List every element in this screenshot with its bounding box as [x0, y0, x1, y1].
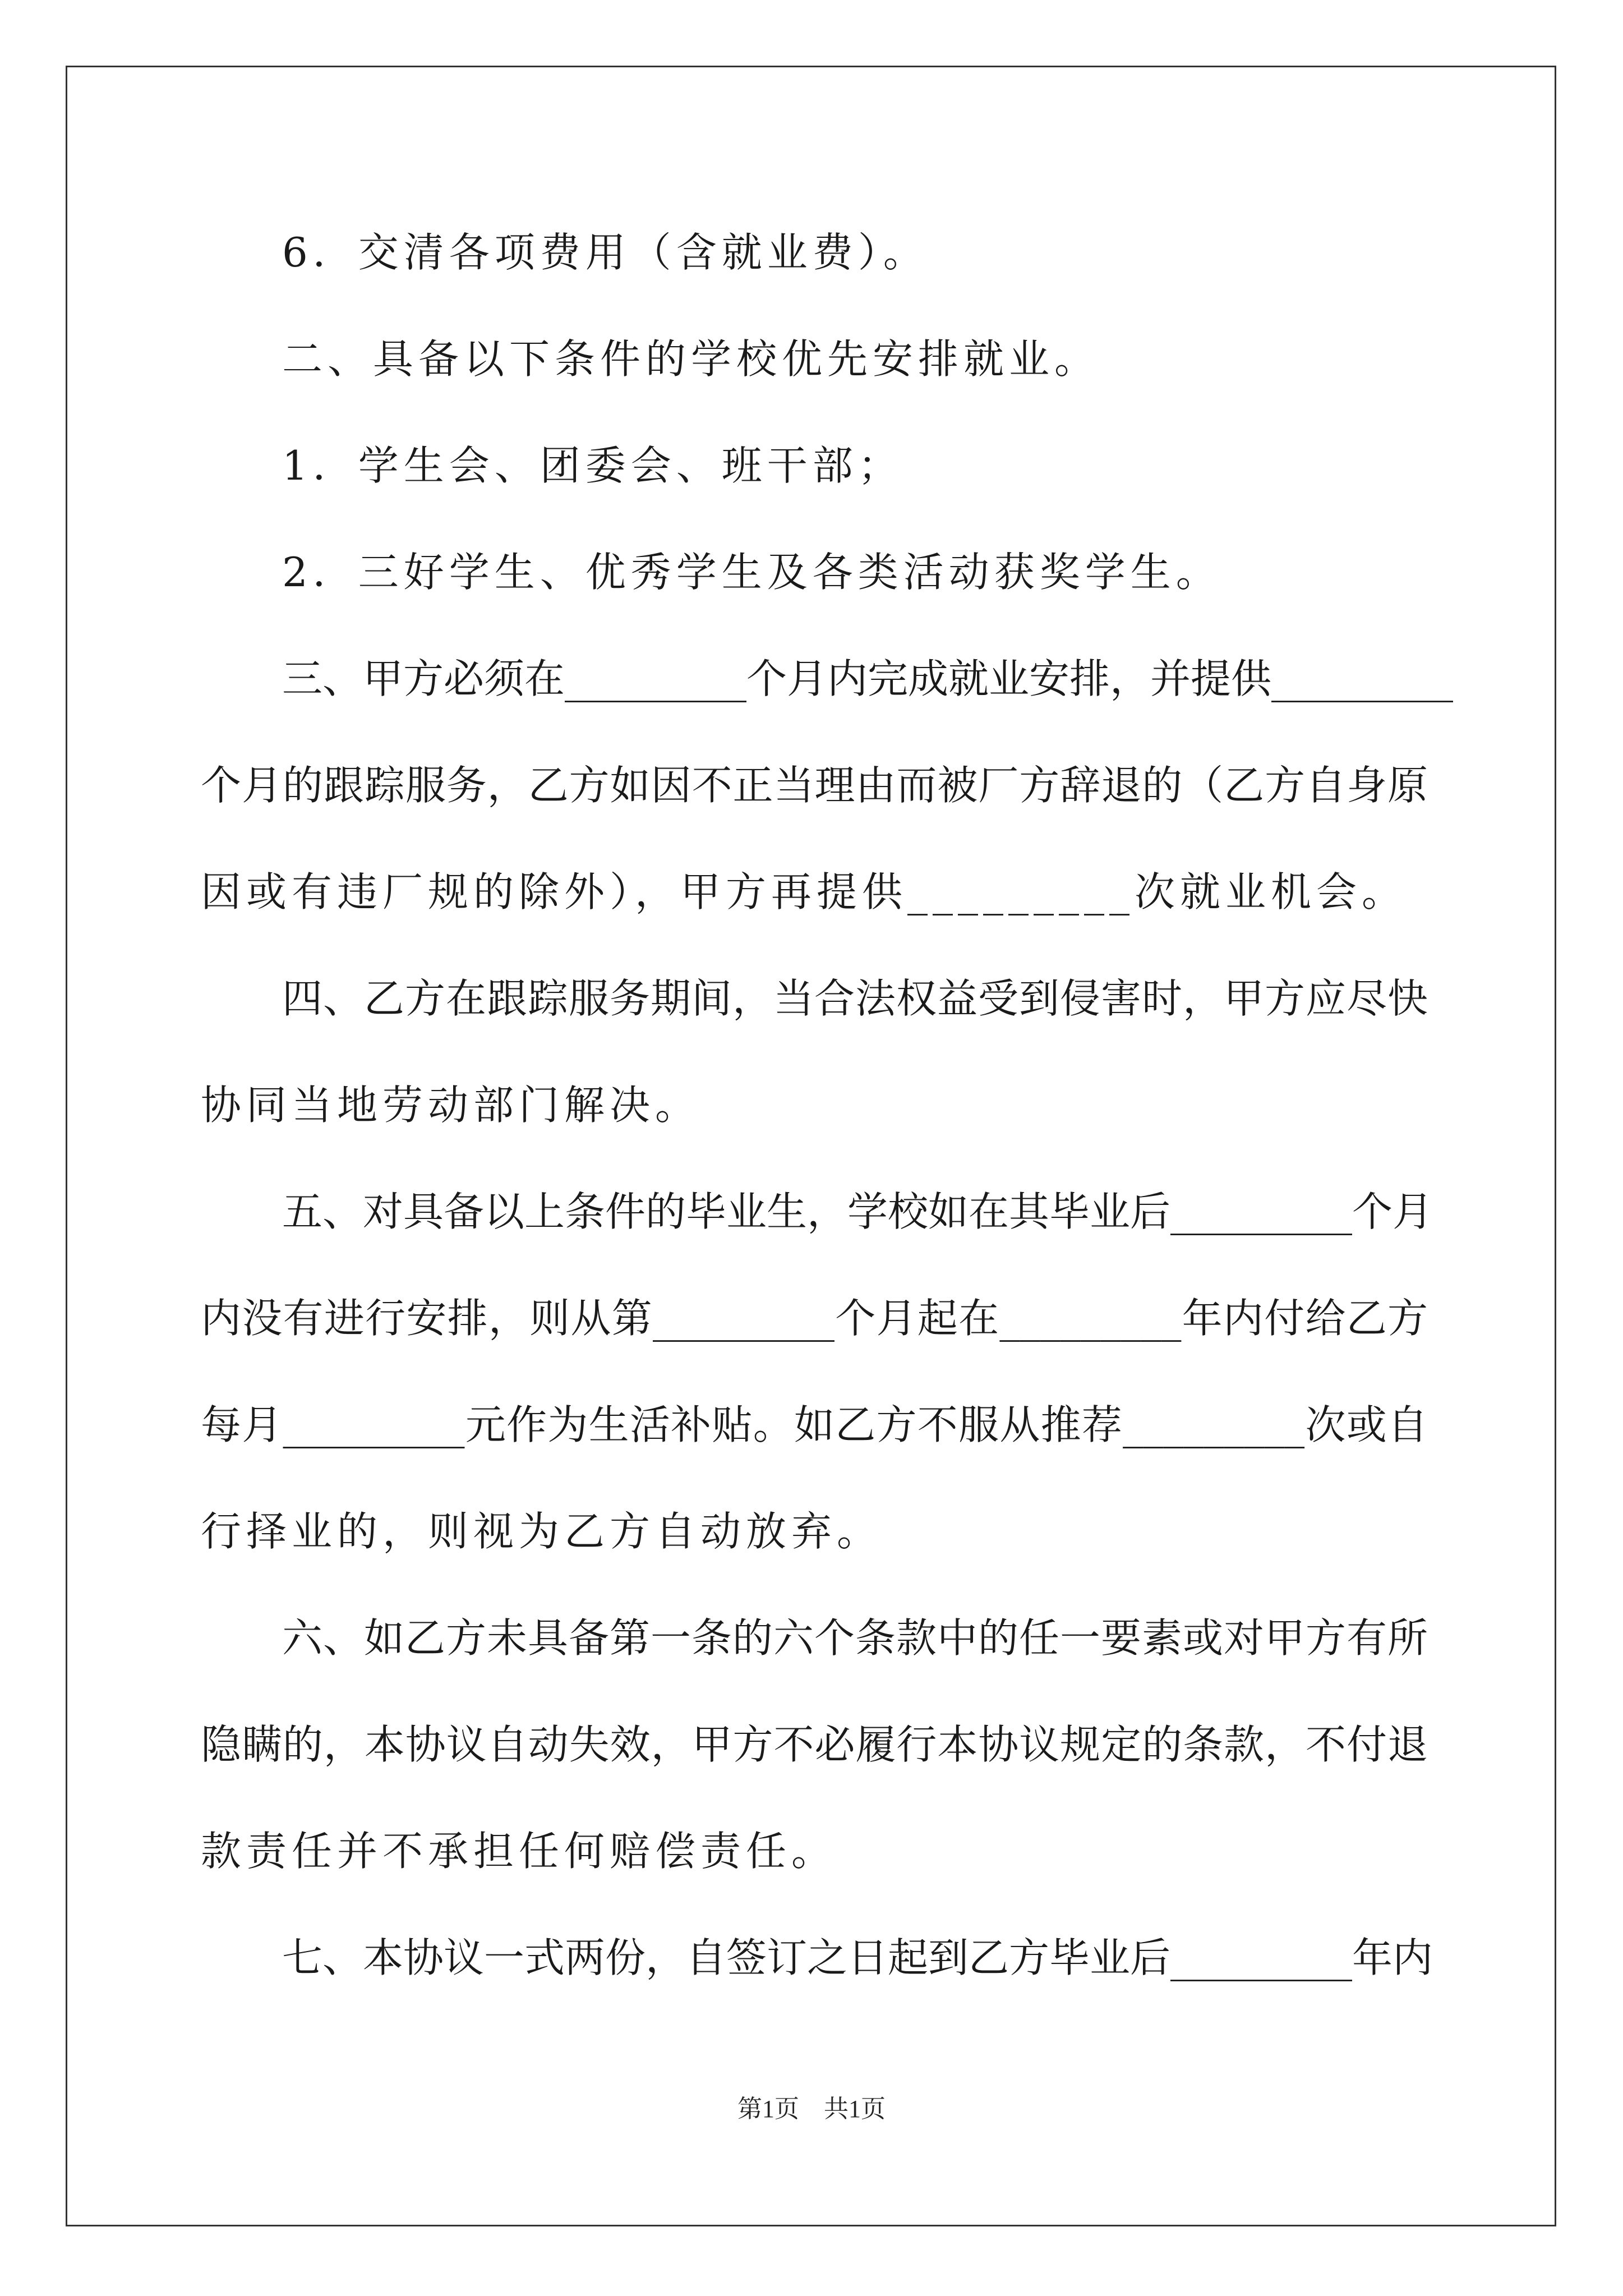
text-line-9: 协同当地劳动部门解决。	[201, 1082, 701, 1129]
text-line-6: 个月的跟踪服务，乙方如因不正当理由而被厂方辞退的（乙方自身原	[201, 762, 1428, 809]
text-line-2: 二、具备以下条件的学校优先安排就业。	[282, 335, 1100, 383]
text-line-1: 6．交清各项费用（含就业费）。	[282, 229, 929, 276]
text-line-8: 四、乙方在跟踪服务期间，当合法权益受到侵害时，甲方应尽快	[282, 975, 1428, 1022]
text-line-17: 七、本协议一式两份，自签订之日起到乙方毕业后_________年内	[282, 1934, 1433, 1981]
text-line-11: 内没有进行安排，则从第_________个月起在_________年内付给乙方	[201, 1295, 1428, 1342]
text-line-13: 行择业的，则视为乙方自动放弃。	[201, 1508, 883, 1555]
text-line-10: 五、对具备以上条件的毕业生，学校如在其毕业后_________个月	[282, 1188, 1433, 1235]
text-line-3: 1．学生会、团委会、班干部；	[282, 442, 903, 489]
text-line-15: 隐瞒的，本协议自动失效，甲方不必履行本协议规定的条款，不付退	[201, 1721, 1428, 1768]
text-line-7: 因或有违厂规的除外），甲方再提供_________次就业机会。	[201, 868, 1408, 915]
text-line-16: 款责任并不承担任何赔偿责任。	[201, 1828, 837, 1875]
page-number-footer: 第1页 共1页	[737, 2095, 886, 2123]
text-line-12: 每月_________元作为生活补贴。如乙方不服从推荐_________次或自	[201, 1401, 1428, 1448]
text-line-4: 2．三好学生、优秀学生及各类活动获奖学生。	[282, 549, 1221, 596]
text-line-14: 六、如乙方未具备第一条的六个条款中的任一要素或对甲方有所	[282, 1614, 1428, 1662]
text-line-5: 三、甲方必须在_________个月内完成就业安排，并提供_________	[282, 655, 1454, 702]
